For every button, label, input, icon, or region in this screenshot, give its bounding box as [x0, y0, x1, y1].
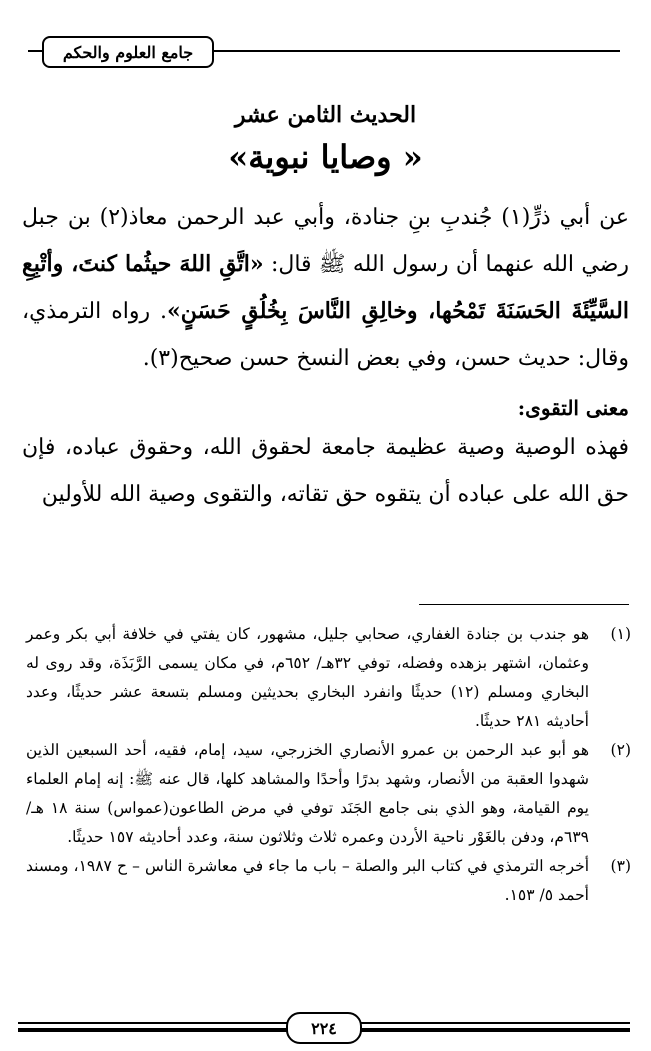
footnote-item — [26, 852, 631, 910]
hadith-text — [22, 194, 629, 382]
page-footer — [18, 1010, 630, 1044]
page-number: ٢٢٤ — [286, 1012, 362, 1044]
footnote-number: (٢) — [610, 741, 631, 759]
hadith-subtitle: « وصايا نبوية» — [228, 138, 423, 176]
footnote-text: هو جندب بن جنادة الغفاري، صحابي جليل، مشهور، كان يفتي في خلافة أبي بكر وعمر وعثمان، اشتهر بزهده وفضله، توفي ٣٢هـ/ ٦٥٢م، في مكان يسمى الرَّبَذَة، وقد روى له البخاري ومسلم (١٢) حديثًا وانفرد البخاري بحديثين ومسلم بتسعة عشر حديثًا، وعدد أحاديثه ٢٨١ حديثًا. — [26, 625, 590, 730]
footnotes — [26, 620, 631, 910]
hadith-title: الحديث الثامن عشر — [234, 102, 417, 128]
hadith-intro: عن أبي ذرٍّ(١) جُندبِ بنِ جنادة، وأبي عبد الرحمن معاذ(٢) بن جبل رضي الله عنهما أن رسول الله ﷺ قال: — [22, 205, 630, 277]
book-title: جامع العلوم والحكم — [42, 36, 214, 68]
section-heading: معنى التقوى: — [517, 396, 629, 420]
footnote-text: هو أبو عبد الرحمن بن عمرو الأنصاري الخزرجي، سيد، إمام، فقيه، أحد السبعين الذين شهدوا العقبة من الأنصار، وشهد بدرًا وأحدًا والمشاهد كلها، قال عنه ﷺ: إنه إمام العلماء يوم القيامة، وهو الذي بنى جامع الجَنَد توفي في مرض الطاعون(عمواس) سنة ١٨ هـ/ ٦٣٩م، ودفن بالغَوْر ناحية الأردن وعمره ثلاث وثلاثون سنة، وعدد أحاديثه ١٥٧ حديثًا. — [26, 741, 589, 846]
main-content — [22, 96, 629, 518]
hadith-tail: . رواه الترمذي، وقال: حديث حسن، وفي بعض النسخ حسن صحيح(٣). — [22, 299, 629, 371]
page-header — [18, 30, 630, 74]
footnote-item — [26, 736, 631, 852]
footnote-item — [26, 620, 631, 736]
footnote-separator — [419, 604, 629, 605]
footnote-number: (٣) — [610, 857, 631, 875]
footnote-number: (١) — [610, 625, 631, 643]
footnote-text: أخرجه الترمذي في كتاب البر والصلة – باب ما جاء في معاشرة الناس – ح ١٩٨٧، ومسند أحمد ٥/ ١٥٣. — [26, 857, 590, 904]
hadith-quote: «اتَّقِ اللهَ حيثُما كنتَ، وأتْبِعِ السَّيِّئَةَ الحَسَنَةَ تَمْحُها، وخالِقِ النَّاسَ بِخُلُقٍ حَسَنٍ» — [22, 251, 629, 324]
section-text: فهذه الوصية وصية عظيمة جامعة لحقوق الله، وحقوق عباده، فإن حق الله على عباده أن يتقوه حق تقاته، والتقوى وصية الله للأولين — [22, 435, 629, 507]
